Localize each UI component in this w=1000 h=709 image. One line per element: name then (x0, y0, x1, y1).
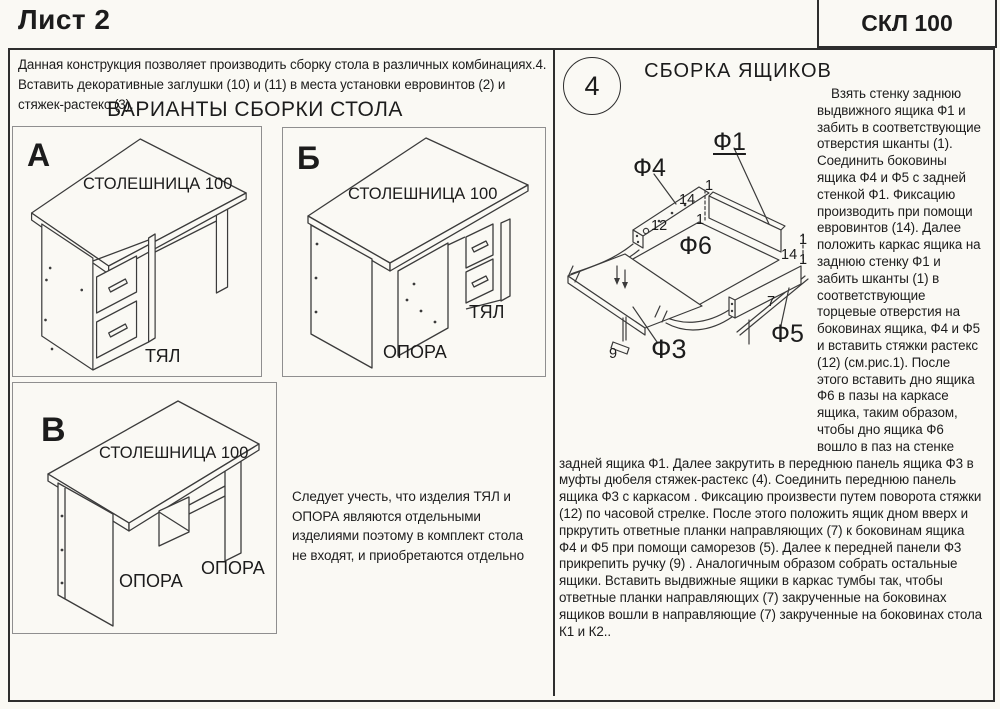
variants-heading: ВАРИАНТЫ СБОРКИ СТОЛА (107, 98, 403, 121)
part-number-7: 7 (767, 294, 776, 310)
part-label-f4: Ф4 (633, 154, 666, 182)
drawers-heading: СБОРКА ЯЩИКОВ (644, 60, 832, 82)
variant-v-box (12, 382, 277, 634)
desk-a-drawing (13, 127, 261, 376)
intro-text: Данная конструкция позволяет производить сборку стола в различных комбинациях.4. Вставить декоративные заглушки (10) и (11) в места установки евровинтов (2) и стяжек-растекс (3). (18, 57, 547, 112)
part-number-14: 14 (679, 192, 696, 208)
pedestal-label: ТЯЛ (469, 302, 505, 322)
desktop-label: СТОЛЕШНИЦА 100 (99, 444, 249, 462)
part-label-f6: Ф6 (679, 232, 712, 260)
drawer-diagram-drawing (559, 104, 811, 444)
sheet-number: Лист 2 (18, 4, 111, 35)
variant-letter: А (27, 137, 51, 173)
variant-a-box (12, 126, 262, 377)
drawer-assembly-section (559, 86, 985, 640)
part-number-1: 1 (705, 178, 714, 194)
desk-b-drawing (283, 128, 545, 376)
part-number-9: 9 (609, 346, 618, 362)
variant-letter: В (41, 411, 66, 449)
step-number: 4 (584, 70, 600, 101)
part-label-f1: Ф1 (713, 128, 746, 156)
support-label: ОПОРА (201, 558, 265, 578)
part-label-f3: Ф3 (651, 334, 687, 364)
variant-letter: Б (297, 140, 320, 176)
left-panel (10, 50, 555, 696)
part-label-f5: Ф5 (771, 320, 804, 348)
pedestal-label: ТЯЛ (145, 346, 181, 366)
note-text: Следует учесть, что изделия ТЯЛ и ОПОРА являются отдельными изделиями поэтому в комплект стола не входят, и приобретаются отдельно (292, 489, 524, 563)
part-number-1: 1 (696, 212, 705, 228)
model-code-box (817, 0, 997, 48)
support-label: ОПОРА (383, 342, 447, 362)
part-number-1: 1 (799, 252, 808, 268)
desktop-label: СТОЛЕШНИЦА 100 (348, 185, 498, 203)
part-number-1: 1 (799, 232, 808, 248)
content-frame (8, 48, 995, 702)
part-number-14: 14 (781, 247, 798, 263)
support-label: ОПОРА (119, 571, 183, 591)
variant-b-box (282, 127, 546, 377)
desktop-label: СТОЛЕШНИЦА 100 (83, 175, 233, 193)
model-code: СКЛ 100 (861, 9, 953, 36)
drawer-exploded-diagram (559, 104, 811, 444)
assembly-instructions-text: Взять стенку заднюю выдвижного ящика Ф1 и забить в соответствующие отверстия шканты (1). Соединить боковины ящика Ф4 и Ф5 с задней стенкой Ф1. Фиксацию производить при помощи евровинтов (14). Далее положить каркас ящика на заднюю стенку Ф1 и забить шканты (1) в соответствующие торцевые отверстия на боковинах ящика, Ф4 и Ф5 и вставить стяжки растекс (12) (см.рис.1). После этого вставить дно ящика Ф6 в пазы на каркасе ящика, таким образом, чтобы дно ящика Ф6 вошло в паз на стенке задней ящика Ф1. Далее закрутить в переднюю панель ящика Ф3 в муфты дюбеля стяжек-растекс (4). Соединить переднюю панель ящика Ф3 с каркасом . Фиксацию произвести путем поворота стяжки (12) по часовой стрелке. После этого положить ящик дном вверх и пркрутить ответные планки направляющих (7) к боковинам ящика Ф4 и Ф5 при помощи саморезов (5). Далее к передней панели Ф3 прикрепить ручку (9) . Аналогичным образом собрать остальные ящики. Вставить выдвижные ящики в каркас тумбы так, чтобы ответные планки направляющих (7) закрученные на боковинах ящиков вошли в направляющие (7) закрученные на боковинах стола К1 и К2.. (559, 86, 983, 639)
right-panel (555, 50, 989, 696)
part-number-12: 12 (651, 218, 668, 234)
